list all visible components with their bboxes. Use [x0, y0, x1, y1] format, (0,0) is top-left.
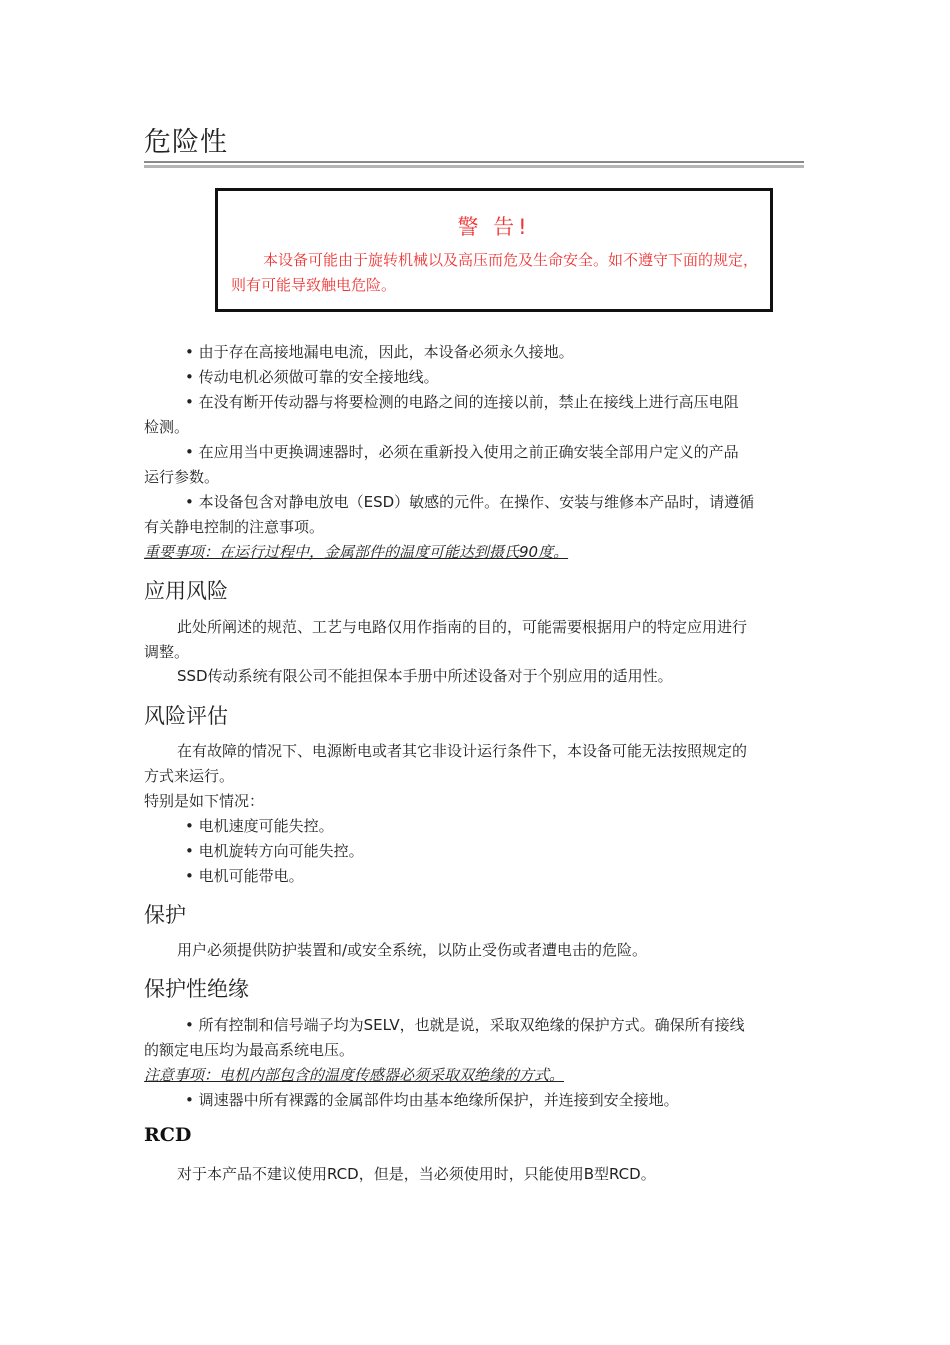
hazard-bullet-5-line2: 有关静电控制的注意事项。: [144, 518, 325, 536]
section-heading-risk-assessment: 风险评估: [144, 704, 228, 728]
section-heading-protection: 保护: [144, 903, 186, 927]
hazard-bullet-text: 传动电机必须做可靠的安全接地线。: [198, 368, 439, 386]
warning-text: 本设备可能由于旋转机械以及高压而危及生命安全。如不遵守下面的规定，则有可能导致触电危险。: [231, 251, 759, 294]
insulation-bullet1-line1: • 所有控制和信号端子均为SELV，也就是说，采取双绝缘的保护方式。确保所有接线: [185, 1016, 745, 1034]
application-risk-para1-line2: 调整。: [144, 643, 190, 661]
warning-box: [215, 188, 773, 312]
hazard-bullet-text: 由于存在高接地漏电电流，因此，本设备必须永久接地。: [198, 343, 574, 361]
title-double-rule: [144, 161, 804, 169]
hazard-bullet: • 由于存在高接地漏电电流，因此，本设备必须永久接地。: [185, 343, 574, 361]
hazard-bullet-4-line2: 运行参数。: [144, 468, 220, 486]
page-title: 危险性: [144, 127, 228, 158]
application-risk-para1-line1: 此处所阐述的规范、工艺与电路仅用作指南的目的，可能需要根据用户的特定应用进行: [177, 618, 748, 636]
risk-assessment-para-line2: 方式来运行。: [144, 767, 235, 785]
risk-list-item: • 电机旋转方向可能失控。: [185, 842, 364, 860]
hazard-bullet-5-line1: • 本设备包含对静电放电（ESD）敏感的元件。在操作、安装与维修本产品时，请遵循: [185, 493, 755, 511]
risk-list-item-text: 电机旋转方向可能失控。: [198, 842, 364, 860]
insulation-bullet-text: 调速器中所有裸露的金属部件均由基本绝缘所保护，并连接到安全接地。: [198, 1091, 679, 1109]
rcd-text: 对于本产品不建议使用RCD，但是，当必须使用时，只能使用B型RCD。: [177, 1165, 656, 1183]
risk-list-item: • 电机可能带电。: [185, 867, 304, 885]
risk-list-item-text: 电机速度可能失控。: [198, 817, 334, 835]
hazard-bullet-3-line2: 检测。: [144, 418, 190, 436]
warning-title: 警 告!: [457, 215, 531, 239]
risk-assessment-lead: 特别是如下情况：: [144, 792, 265, 810]
protection-text: 用户必须提供防护装置和/或安全系统，以防止受伤或者遭电击的危险。: [177, 941, 648, 959]
insulation-bullet: • 调速器中所有裸露的金属部件均由基本绝缘所保护，并连接到安全接地。: [185, 1091, 679, 1109]
section-heading-insulation: 保护性绝缘: [144, 977, 249, 1001]
hazard-bullet-4-line1: • 在应用当中更换调速器时，必须在重新投入使用之前正确安装全部用户定义的产品: [185, 443, 739, 461]
insulation-note: 注意事项：电机内部包含的温度传感器必须采取双绝缘的方式。: [144, 1066, 565, 1084]
insulation-bullet1-line2: 的额定电压均为最高系统电压。: [144, 1041, 355, 1059]
hazard-bullet: • 传动电机必须做可靠的安全接地线。: [185, 368, 439, 386]
risk-list-item: • 电机速度可能失控。: [185, 817, 334, 835]
risk-list-item-text: 电机可能带电。: [198, 867, 304, 885]
risk-assessment-para-line1: 在有故障的情况下、电源断电或者其它非设计运行条件下，本设备可能无法按照规定的: [177, 742, 748, 760]
application-risk-para2: SSD传动系统有限公司不能担保本手册中所述设备对于个别应用的适用性。: [177, 667, 673, 685]
important-note: 重要事项：在运行过程中，金属部件的温度可能达到摄氏90度。: [144, 543, 569, 561]
section-heading-application-risk: 应用风险: [144, 579, 228, 603]
hazard-bullet-3-line1: • 在没有断开传动器与将要检测的电路之间的连接以前，禁止在接线上进行高压电阻: [185, 393, 739, 411]
section-heading-rcd: RCD: [144, 1124, 192, 1146]
